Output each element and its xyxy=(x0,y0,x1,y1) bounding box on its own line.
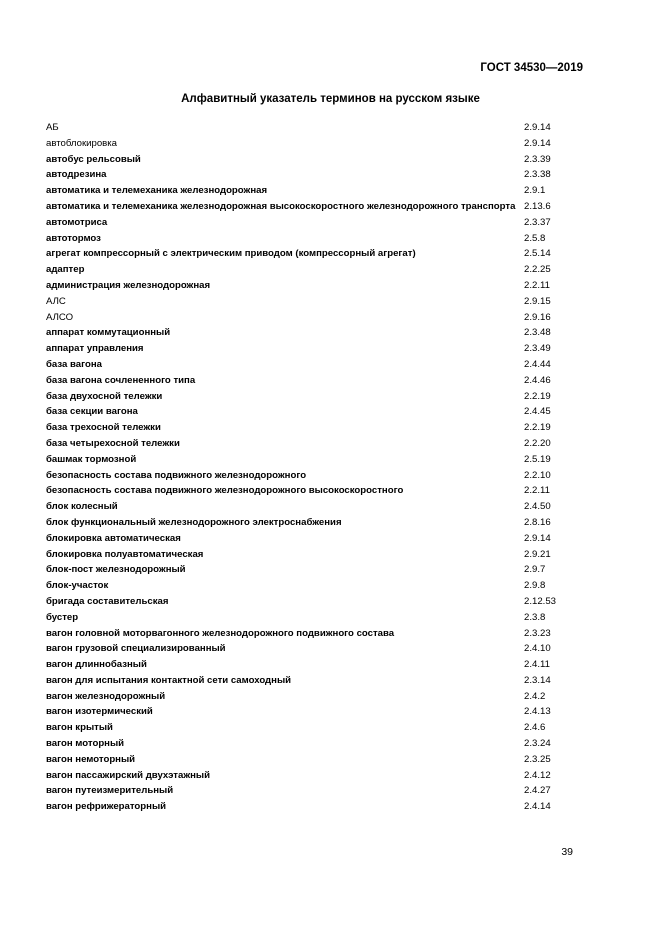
index-term: блок-участок xyxy=(46,580,109,592)
index-term: база двухосной тележки xyxy=(46,390,163,402)
index-term: автотормоз xyxy=(46,232,101,244)
index-reference: 2.3.24 xyxy=(524,738,551,750)
index-reference: 2.5.14 xyxy=(524,248,551,260)
index-entry xyxy=(46,549,583,560)
index-reference: 2.4.12 xyxy=(524,769,551,781)
index-entry xyxy=(46,327,583,338)
index-reference: 2.4.6 xyxy=(524,722,546,734)
index-reference: 2.4.13 xyxy=(524,706,551,718)
index-term: база вагона сочлененного типа xyxy=(46,374,196,386)
index-term: автоматика и телемеханика железнодорожная xyxy=(46,185,268,197)
index-entry xyxy=(46,706,583,717)
index-term: блок колесный xyxy=(46,501,118,513)
index-reference: 2.2.10 xyxy=(524,469,551,481)
index-entry xyxy=(46,359,583,370)
index-reference: 2.9.14 xyxy=(524,122,551,133)
index-reference: 2.4.44 xyxy=(524,358,551,370)
index-reference: 2.9.8 xyxy=(524,580,546,592)
index-term: вагон грузовой специализированный xyxy=(46,643,226,655)
index-reference: 2.2.19 xyxy=(524,390,551,402)
index-reference: 2.3.48 xyxy=(524,327,551,339)
index-entry xyxy=(46,533,583,544)
index-term: блок функциональный железнодорожного электроснабжения xyxy=(46,516,342,528)
index-entry xyxy=(46,280,583,291)
index-reference: 2.2.11 xyxy=(524,279,550,291)
index-reference: 2.5.8 xyxy=(524,232,546,244)
index-reference: 2.9.14 xyxy=(524,532,551,544)
index-entry xyxy=(46,691,583,702)
index-term: база трехосной тележки xyxy=(46,422,161,434)
index-entry xyxy=(46,517,583,528)
index-entry xyxy=(46,438,583,449)
index-term: башмак тормозной xyxy=(46,453,137,465)
index-reference: 2.3.25 xyxy=(524,753,551,765)
index-entry xyxy=(46,722,583,733)
index-entry xyxy=(46,406,583,417)
page-number: 39 xyxy=(561,846,573,858)
index-term: безопасность состава подвижного железнодорожного xyxy=(46,469,307,481)
index-term: вагон крытый xyxy=(46,722,113,734)
index-reference: 2.2.11 xyxy=(524,485,550,497)
index-term: вагон путеизмерительный xyxy=(46,785,174,797)
index-entry xyxy=(46,264,583,275)
index-entry xyxy=(46,738,583,749)
index-entry xyxy=(46,580,583,591)
index-entry xyxy=(46,643,583,654)
index-reference: 2.3.37 xyxy=(524,216,551,228)
index-reference: 2.3.49 xyxy=(524,343,551,355)
index-reference: 2.4.50 xyxy=(524,501,551,513)
index-reference: 2.2.20 xyxy=(524,437,551,449)
index-term: база четырехосной тележки xyxy=(46,437,180,449)
index-reference: 2.9.7 xyxy=(524,564,546,576)
index-reference: 2.4.11 xyxy=(524,659,550,671)
index-term: аппарат коммутационный xyxy=(46,327,171,339)
index-entry xyxy=(46,470,583,481)
index-entry xyxy=(46,217,583,228)
index-entry xyxy=(46,391,583,402)
index-entry xyxy=(46,485,583,496)
index-term: АБ xyxy=(46,122,59,133)
index-term: автоблокировка xyxy=(46,137,118,149)
index-term: автодрезина xyxy=(46,169,107,181)
index-entry xyxy=(46,596,583,607)
index-reference: 2.3.14 xyxy=(524,674,551,686)
index-entry xyxy=(46,422,583,433)
index-entry xyxy=(46,233,583,244)
index-reference: 2.3.23 xyxy=(524,627,551,639)
index-term: аппарат управления xyxy=(46,343,144,355)
index-term: АЛС xyxy=(46,295,66,307)
index-entry xyxy=(46,248,583,259)
document-code: ГОСТ 34530—2019 xyxy=(480,62,583,74)
index-entry xyxy=(46,169,583,180)
index-entry xyxy=(46,612,583,623)
index-entry xyxy=(46,138,583,149)
index-term: адаптер xyxy=(46,264,85,276)
index-entry xyxy=(46,454,583,465)
index-entry xyxy=(46,343,583,354)
index-term: вагон пассажирский двухэтажный xyxy=(46,769,211,781)
index-term: АЛСО xyxy=(46,311,74,323)
index-term: база секции вагона xyxy=(46,406,138,418)
index-entry xyxy=(46,628,583,639)
index-term: агрегат компрессорный с электрическим приводом (компрессорный агрегат) xyxy=(46,248,416,260)
index-reference: 2.4.27 xyxy=(524,785,551,797)
index-term: вагон немоторный xyxy=(46,753,136,765)
index-reference: 2.4.46 xyxy=(524,374,551,386)
index-term: безопасность состава подвижного железнодорожного высокоскоростного xyxy=(46,485,404,497)
index-entry xyxy=(46,801,583,812)
index-term: блокировка автоматическая xyxy=(46,532,181,544)
index-reference: 2.2.25 xyxy=(524,264,551,276)
index-reference: 2.3.38 xyxy=(524,169,551,181)
index-reference: 2.3.39 xyxy=(524,153,551,165)
index-reference: 2.5.19 xyxy=(524,453,551,465)
index-entry xyxy=(46,501,583,512)
index-entry xyxy=(46,122,583,133)
index-term: вагон головной моторвагонного железнодорожного подвижного состава xyxy=(46,627,395,639)
index-reference: 2.3.8 xyxy=(524,611,546,623)
index-term: вагон моторный xyxy=(46,738,125,750)
index-entry xyxy=(46,185,583,196)
index-reference: 2.13.6 xyxy=(524,200,551,212)
index-term: бустер xyxy=(46,611,79,623)
index-entry xyxy=(46,659,583,670)
index-entry xyxy=(46,675,583,686)
index-reference: 2.9.1 xyxy=(524,185,546,197)
index-term: автоматика и телемеханика железнодорожная высокоскоростного железнодорожного транспорта xyxy=(46,200,516,212)
index-entry xyxy=(46,296,583,307)
index-term: автобус рельсовый xyxy=(46,153,141,165)
index-term: блок-пост железнодорожный xyxy=(46,564,186,576)
index-entry xyxy=(46,312,583,323)
index-term: вагон изотермический xyxy=(46,706,153,718)
index-reference: 2.4.10 xyxy=(524,643,551,655)
index-entry xyxy=(46,564,583,575)
index-term: вагон железнодорожный xyxy=(46,690,166,702)
index-reference: 2.4.45 xyxy=(524,406,551,418)
index-entry xyxy=(46,201,583,212)
index-term: администрация железнодорожная xyxy=(46,279,211,291)
index-term: вагон рефрижераторный xyxy=(46,801,167,813)
index-reference: 2.4.14 xyxy=(524,801,551,813)
index-reference: 2.9.21 xyxy=(524,548,551,560)
index-reference: 2.8.16 xyxy=(524,516,551,528)
index-reference: 2.12.53 xyxy=(524,595,557,607)
index-reference: 2.9.15 xyxy=(524,295,551,307)
term-index-list xyxy=(46,122,583,817)
index-term: вагон длиннобазный xyxy=(46,659,147,671)
index-entry xyxy=(46,754,583,765)
page-title: Алфавитный указатель терминов на русском языке xyxy=(181,93,480,105)
index-reference: 2.4.2 xyxy=(524,690,546,702)
index-term: бригада составительская xyxy=(46,595,169,607)
index-term: вагон для испытания контактной сети самоходный xyxy=(46,674,292,686)
index-entry xyxy=(46,770,583,781)
index-entry xyxy=(46,375,583,386)
index-entry xyxy=(46,785,583,796)
index-term: блокировка полуавтоматическая xyxy=(46,548,204,560)
index-term: база вагона xyxy=(46,358,102,370)
index-reference: 2.2.19 xyxy=(524,422,551,434)
index-reference: 2.9.14 xyxy=(524,137,551,149)
index-entry xyxy=(46,154,583,165)
index-term: автомотриса xyxy=(46,216,108,228)
index-reference: 2.9.16 xyxy=(524,311,551,323)
